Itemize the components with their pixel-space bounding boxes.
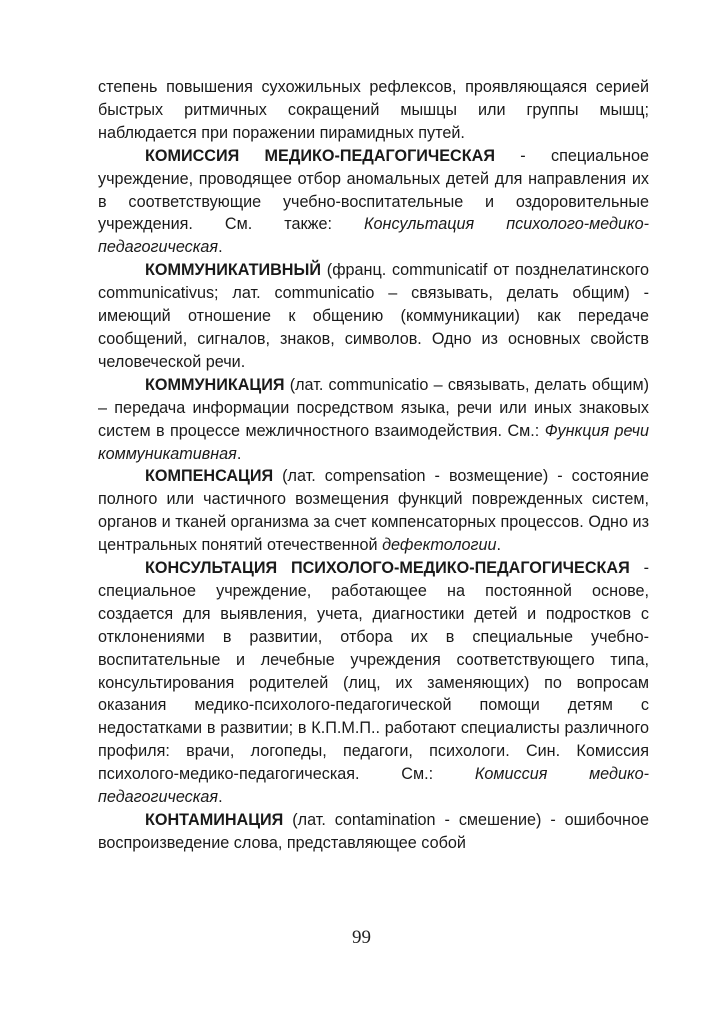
entry-term: КОММУНИКАЦИЯ [145, 375, 285, 394]
entry-kommunikativnyi [98, 259, 649, 374]
page-number: 99 [352, 927, 371, 948]
entry-text: (франц. communicatif от позднелатинского communicativus; лат. communicatio – связывать, делать общим) - имеющий отношение к общению (коммуникации) как передаче сообщений, сигналов, знаков, символов. Одно из основных свойств человеческой речи. [98, 261, 649, 371]
entry-continuation [98, 76, 649, 145]
entry-tail: . [218, 238, 223, 257]
entry-text: - специальное учреждение, работающее на постоянной основе, создается для выявления, учета, диагностики детей и подростков с отклонениями в развитии, отбора их в специальные учебно-воспитательные и лечебные учреждения соответствующего типа, консультирования родителей (лиц, их заменяющих) по вопросам оказания медико-психолого-педагогической помощи детям с недостатками в развитии; в К.П.М.П.. работают специалисты различного профиля: врачи, логопеды, педагоги, психологи. Син. Комиссия психолого-медико-педагогическая. См.: [98, 559, 649, 784]
entry-tail: . [236, 444, 242, 463]
entry-cross-reference: Консультация психолого-медико-педагогическая [98, 215, 649, 257]
entry-kontaminatsiya [98, 809, 649, 855]
entry-term: КОМИССИЯ МЕДИКО-ПЕДАГОГИЧЕСКАЯ [145, 146, 495, 165]
entry-term: КОНТАМИНАЦИЯ [145, 811, 284, 829]
entry-text: - специальное учреждение, проводящее отбор аномальных детей для направления их в соответствующие учебно-воспитательные и оздоровительные учреждения. См. также: [98, 146, 650, 234]
entry-komissiya [98, 145, 649, 260]
entry-text: степень повышения сухожильных рефлексов, проявляющаяся серией быстрых ритмичных сокращений мышцы или группы мышц; наблюдается при поражении пирамидных путей. [98, 78, 649, 142]
entry-text: (лат. compensation - возмещение) - состояние полного или частичного возмещения функций поврежденных систем, органов и тканей организма за счет компенсаторных процессов. Одно из центральных понятий отечественной [98, 467, 649, 555]
entry-cross-reference: Комиссия медико-педагогическая [98, 765, 649, 807]
entry-term: КОМПЕНСАЦИЯ [145, 467, 274, 486]
entry-term: КОММУНИКАТИВНЫЙ [145, 261, 321, 280]
document-body [98, 76, 649, 855]
entry-kommunikatsiya [98, 374, 649, 466]
entry-term: КОНСУЛЬТАЦИЯ ПСИХОЛОГО-МЕДИКО-ПЕДАГОГИЧЕСКАЯ [145, 559, 630, 578]
entry-text: (лат. communicatio – связывать, делать общим) – передача информации посредством языка, речи или иных знаковых систем в процессе межличностного взаимодействия. См.: [98, 375, 649, 440]
entry-cross-reference: Функция речи коммуникативная [98, 421, 649, 463]
entry-tail: . [496, 536, 501, 555]
entry-kompensatsiya [98, 465, 649, 557]
entry-cross-reference: дефектологии [382, 536, 497, 555]
entry-tail: . [218, 788, 223, 807]
entry-konsultatsiya [98, 557, 649, 809]
entry-text: (лат. contamination - смешение) - ошибочное воспроизведение слова, представляющее собой [98, 811, 649, 852]
